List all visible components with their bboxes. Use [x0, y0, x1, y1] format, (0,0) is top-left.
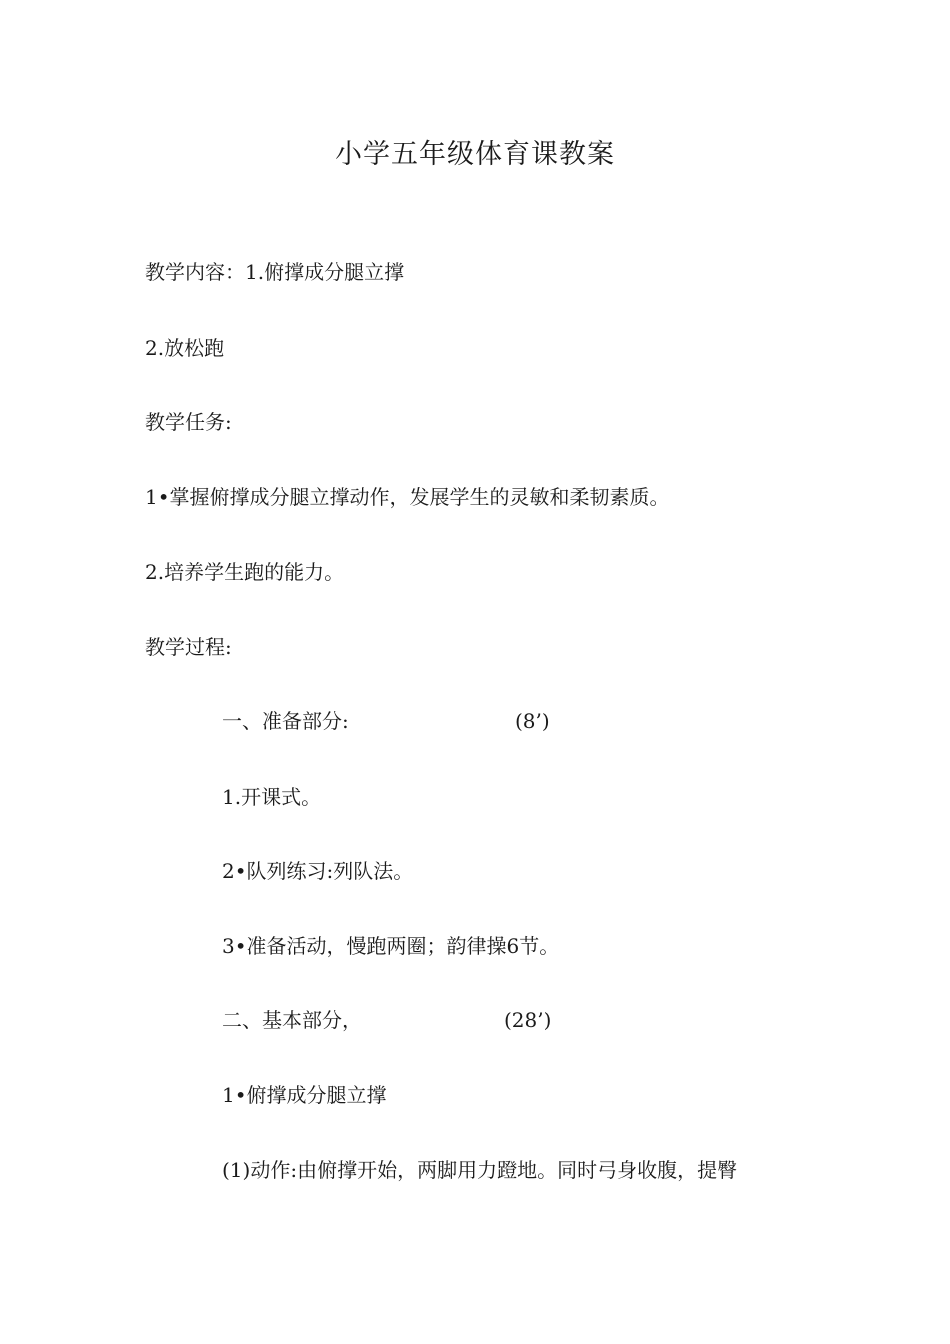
- section-basic-heading: 二、基本部分，: [222, 1008, 362, 1032]
- preparation-item-1: 1.开课式。: [222, 785, 322, 809]
- teaching-content-item-2: 2.放松跑: [145, 336, 225, 360]
- teaching-content-line: 教学内容：1.俯撑成分腿立撑: [145, 260, 405, 284]
- document-title: 小学五年级体育课教案: [335, 139, 615, 170]
- basic-item-1: 1•俯撑成分腿立撑: [222, 1083, 387, 1107]
- preparation-item-2: 2•队列练习:列队法。: [222, 859, 414, 883]
- section-preparation-heading: 一、准备部分:: [222, 709, 349, 733]
- section-preparation-duration: (8’): [515, 709, 550, 733]
- section-basic-duration: (28’): [504, 1008, 552, 1032]
- teaching-tasks-heading: 教学任务:: [145, 410, 232, 434]
- teaching-process-heading: 教学过程:: [145, 635, 232, 659]
- preparation-item-3: 3•准备活动，慢跑两圈；韵律操6节。: [222, 934, 560, 958]
- teaching-task-2: 2.培养学生跑的能力。: [145, 560, 345, 584]
- teaching-task-1: 1•掌握俯撑成分腿立撑动作，发展学生的灵敏和柔韧素质。: [145, 485, 670, 509]
- basic-item-1-action: (1)动作:由俯撑开始，两脚用力蹬地。同时弓身收腹，提臀: [222, 1158, 738, 1182]
